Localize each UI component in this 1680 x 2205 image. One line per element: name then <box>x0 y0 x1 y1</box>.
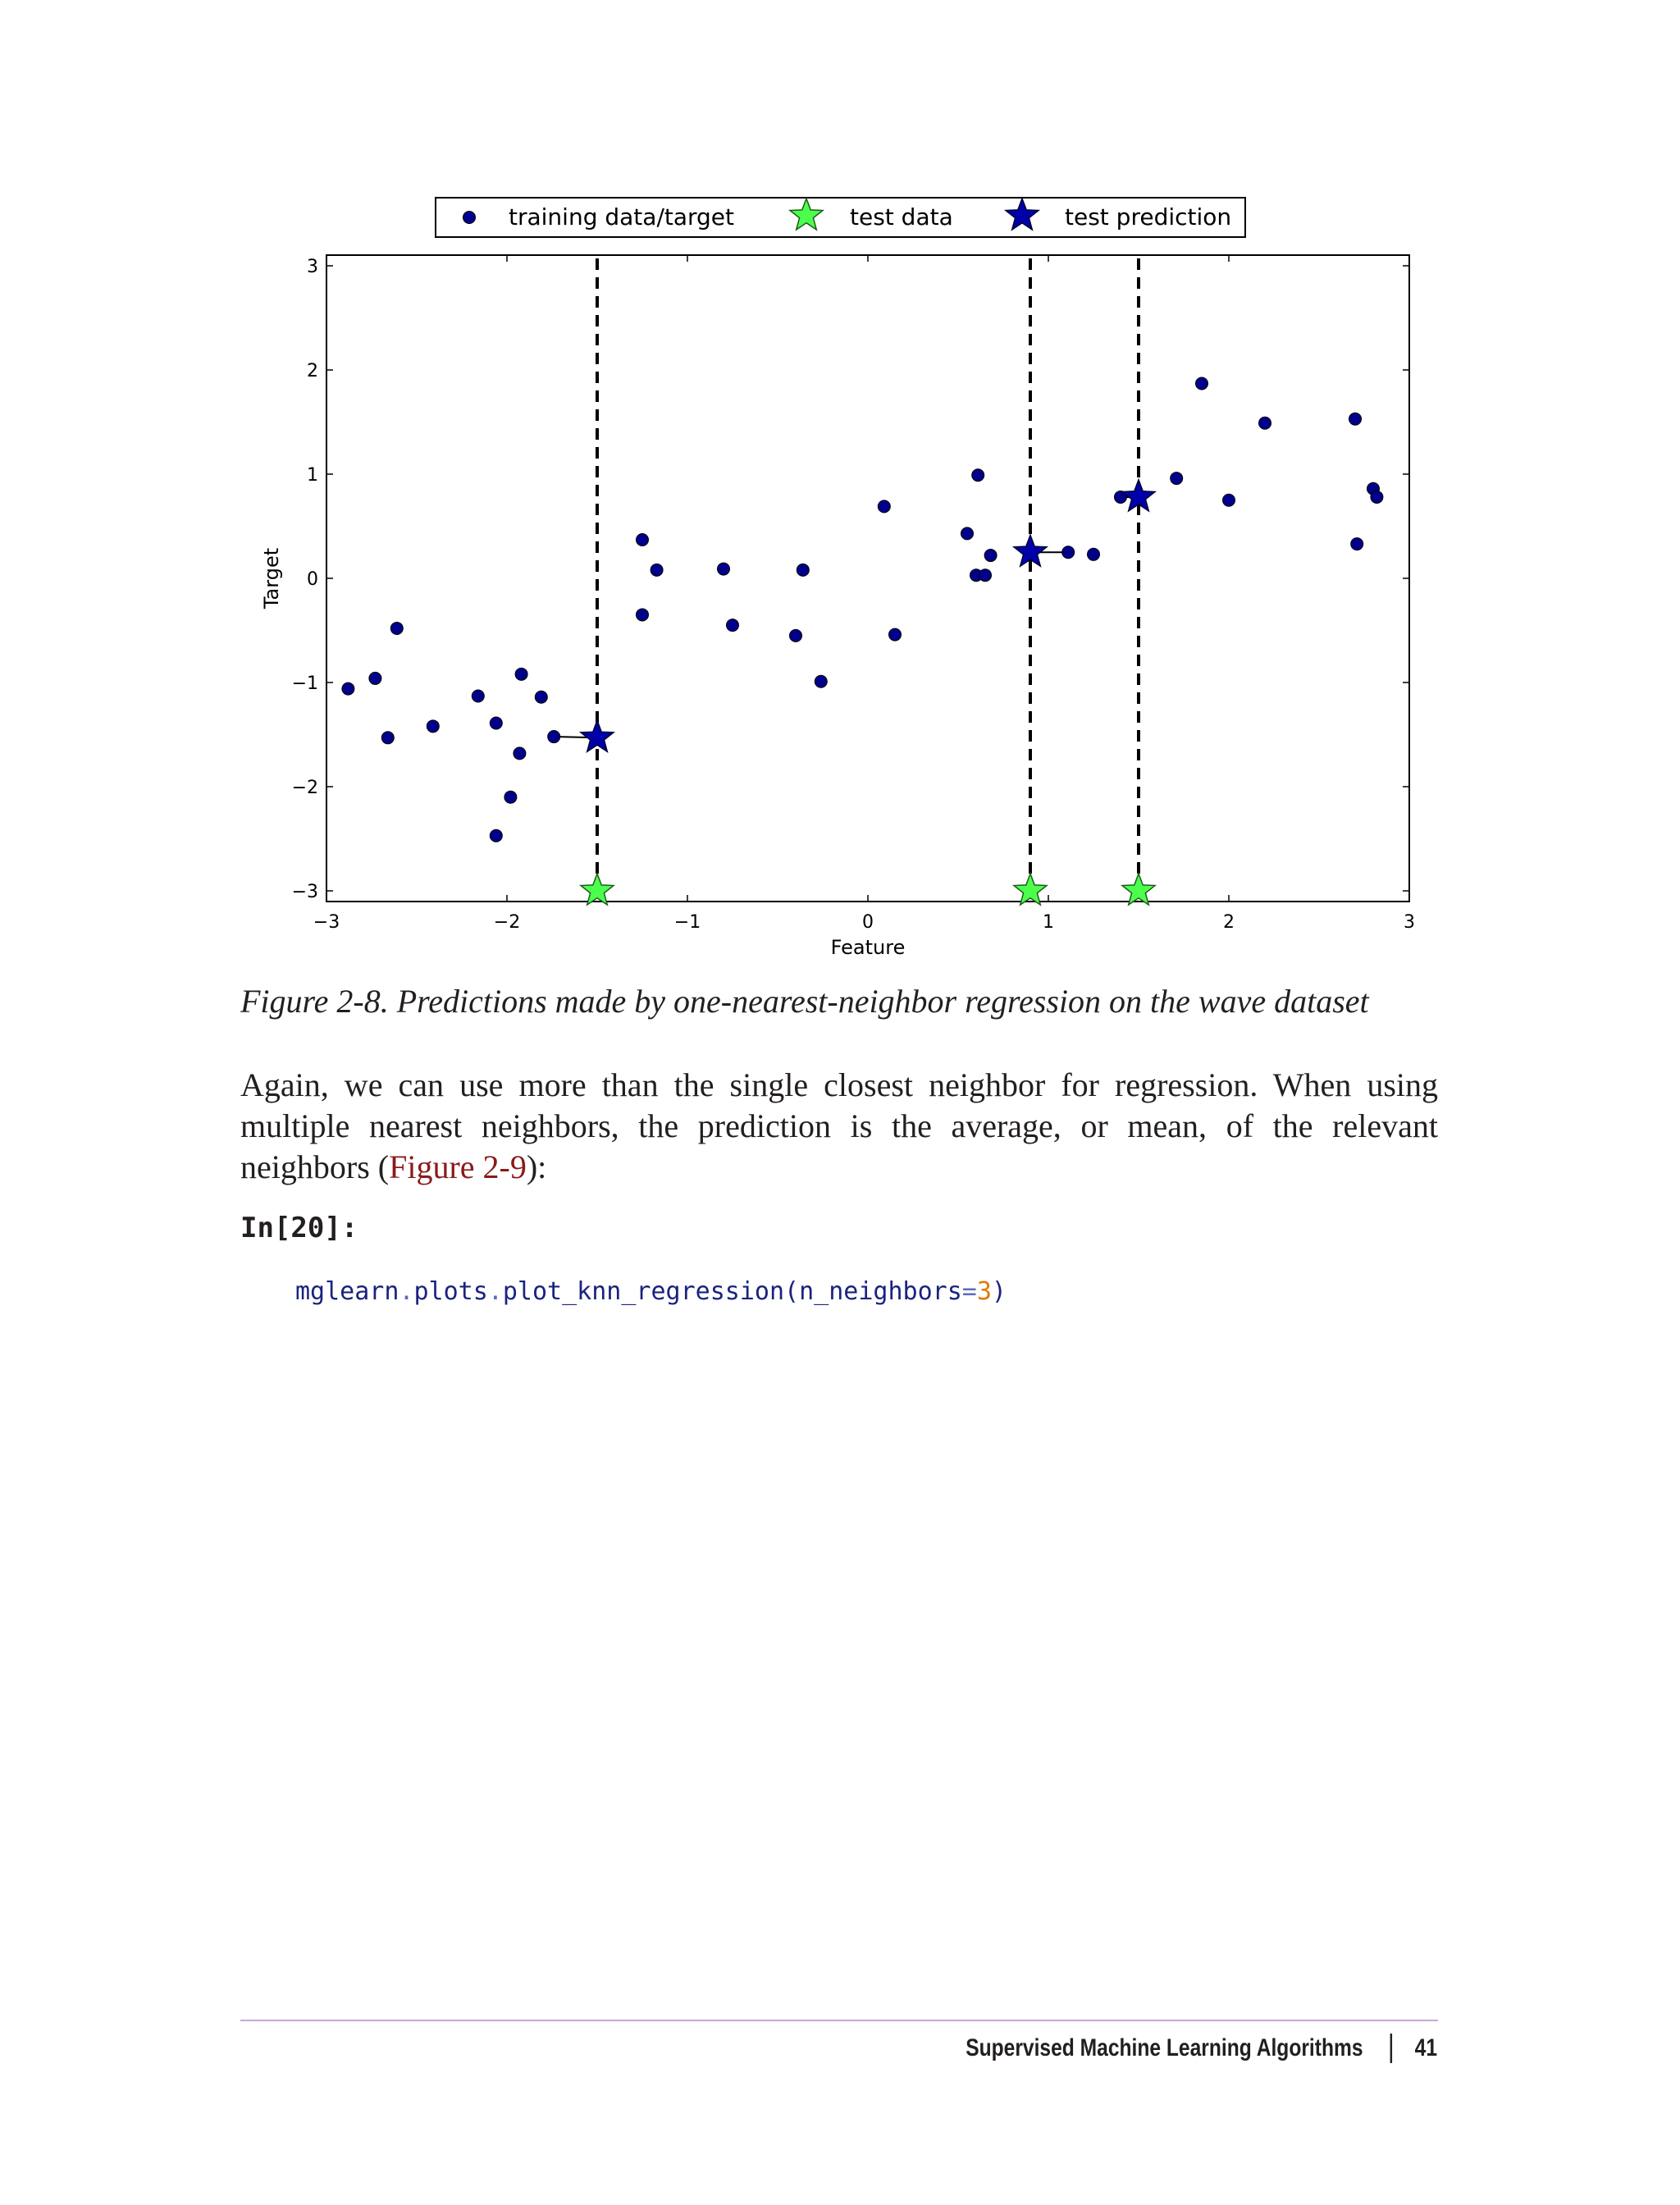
code-token: plot_knn_regression <box>502 1277 785 1306</box>
legend-training-marker <box>463 212 476 224</box>
paragraph-text-end: ): <box>526 1148 547 1185</box>
y-tick-label: −2 <box>291 778 318 798</box>
code-line <box>295 1276 1007 1308</box>
training-point <box>548 731 560 743</box>
training-point <box>790 629 802 641</box>
page-number: 41 <box>1414 2034 1437 2061</box>
footer-section-title: Supervised Machine Learning Algorithms <box>966 2034 1363 2061</box>
training-point <box>797 564 809 576</box>
training-point <box>1088 548 1100 560</box>
training-point <box>1259 417 1271 429</box>
plot-frame-group <box>326 255 1409 902</box>
code-token: ) <box>991 1277 1007 1306</box>
training-point <box>637 534 649 546</box>
training-point <box>369 672 381 684</box>
x-tick-label: −1 <box>673 912 701 933</box>
y-tick-label: 0 <box>307 569 318 590</box>
legend-test-prediction-label: test prediction <box>1065 203 1232 231</box>
training-point <box>1062 546 1075 559</box>
footer-divider <box>240 2020 1438 2021</box>
training-point <box>427 720 439 733</box>
y-tick-label: 1 <box>307 465 318 486</box>
body-paragraph <box>240 1065 1438 1188</box>
training-point <box>889 628 902 641</box>
code-token: . <box>487 1277 503 1306</box>
y-tick-label: 2 <box>307 361 318 381</box>
x-axis-label: Feature <box>830 936 906 959</box>
page-footer <box>966 2030 1437 2066</box>
figure-caption: Figure 2-8. Predictions made by one-nearest-neighbor regression on the wave dataset <box>240 983 1369 1020</box>
training-point <box>535 691 547 703</box>
training-point <box>637 609 649 621</box>
code-token: . <box>399 1277 414 1306</box>
code-cell-label: In[20]: <box>240 1212 358 1244</box>
training-point <box>1349 413 1362 425</box>
training-point <box>878 500 890 513</box>
training-point <box>504 791 517 803</box>
training-point <box>979 569 992 582</box>
training-point <box>961 527 974 540</box>
paragraph-text-start: Again, we can use more than the single closest neighbor for regression. When using multiple nearest neighbors, the prediction is the average, or mean, of the relevant neighbors ( <box>240 1066 1438 1185</box>
training-point <box>718 563 730 575</box>
x-tick-label: −2 <box>493 912 521 933</box>
training-point <box>727 619 739 632</box>
footer-separator <box>1390 2034 1391 2063</box>
training-point <box>651 564 663 576</box>
x-tick-label: −3 <box>313 912 340 933</box>
y-tick-label: −3 <box>291 882 318 902</box>
x-tick-label: 1 <box>1043 912 1054 933</box>
training-point <box>972 469 984 482</box>
training-point <box>515 668 527 680</box>
plot-frame <box>326 255 1409 902</box>
training-point <box>514 747 526 760</box>
code-token: ( <box>784 1277 800 1306</box>
training-point <box>984 550 997 562</box>
x-tick-label: 0 <box>862 912 874 933</box>
knn-regression-chart <box>0 0 1680 976</box>
training-point <box>815 675 827 687</box>
training-point <box>1196 377 1208 390</box>
legend <box>436 198 1245 237</box>
legend-training-label: training data/target <box>509 203 735 231</box>
training-point <box>472 690 484 702</box>
figure-reference-link[interactable]: Figure 2-9 <box>389 1148 527 1185</box>
legend-test-data-label: test data <box>850 203 953 231</box>
code-token: plots <box>413 1277 488 1306</box>
code-token: = <box>961 1277 977 1306</box>
y-tick-label: −1 <box>291 673 318 694</box>
training-point <box>1171 472 1183 485</box>
training-point <box>1223 494 1235 506</box>
code-token: 3 <box>976 1277 992 1306</box>
training-point <box>381 732 394 744</box>
training-point <box>490 717 502 729</box>
training-point <box>390 622 403 634</box>
training-point <box>1351 538 1363 550</box>
code-token: mglearn <box>295 1277 399 1306</box>
x-tick-label: 2 <box>1223 912 1235 933</box>
y-tick-label: 3 <box>307 257 318 277</box>
training-point <box>490 829 502 842</box>
training-point <box>1371 491 1383 503</box>
x-tick-label: 3 <box>1404 912 1415 933</box>
y-axis-label: Target <box>260 547 283 609</box>
code-token: n_neighbors <box>799 1277 962 1306</box>
training-point <box>342 682 354 695</box>
